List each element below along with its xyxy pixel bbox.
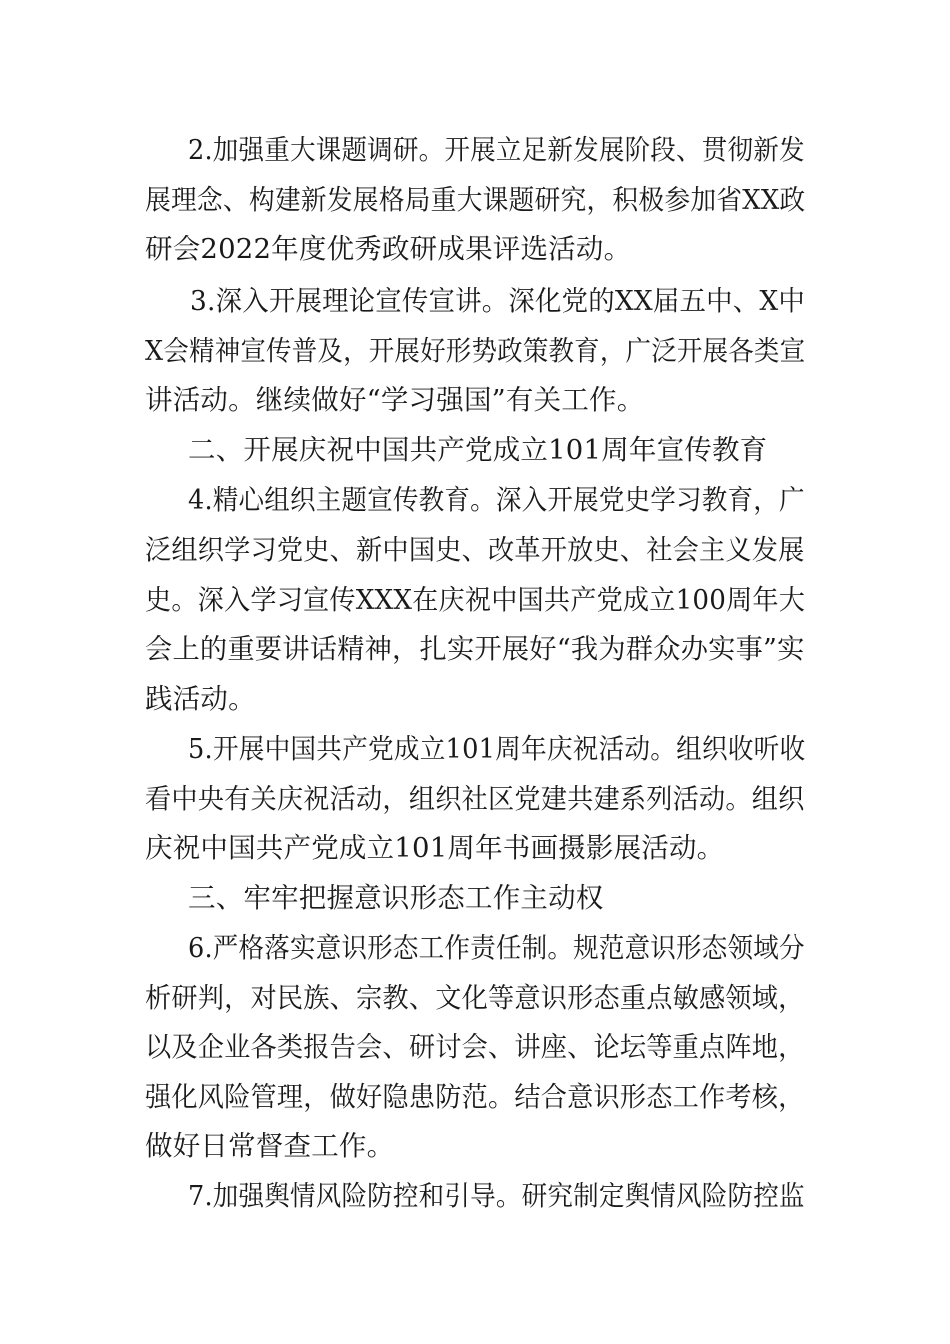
paragraph-6-line-3: 以及企业各类报告会、研讨会、讲座、论坛等重点阵地， — [145, 1031, 805, 1063]
paragraph-4-line-3: 史。深入学习宣传XXX在庆祝中国共产党成立100周年大 — [145, 584, 806, 616]
section-heading-2: 二、开展庆祝中国共产党成立101周年宣传教育 — [188, 434, 768, 466]
paragraph-4-line-1: 4.精心组织主题宣传教育。深入开展党史学习教育，广 — [188, 484, 805, 516]
paragraph-6-line-5: 做好日常督查工作。 — [145, 1130, 395, 1162]
paragraph-6-line-1: 6.严格落实意识形态工作责任制。规范意识形态领域分 — [188, 932, 805, 964]
paragraph-4-line-4: 会上的重要讲话精神，扎实开展好“我为群众办实事”实 — [145, 633, 805, 665]
paragraph-5-line-1: 5.开展中国共产党成立101周年庆祝活动。组织收听收 — [188, 733, 806, 765]
paragraph-2-line-3: 研会2022年度优秀政研成果评选活动。 — [145, 233, 632, 265]
paragraph-3-line-2: X会精神宣传普及，开展好形势政策教育，广泛开展各类宣 — [145, 335, 806, 367]
paragraph-2-line-1: 2.加强重大课题调研。开展立足新发展阶段、贯彻新发 — [188, 134, 805, 166]
paragraph-4-line-5: 践活动。 — [145, 683, 256, 715]
paragraph-5-line-3: 庆祝中国共产党成立101周年书画摄影展活动。 — [145, 832, 725, 864]
section-heading-3: 三、牢牢把握意识形态工作主动权 — [188, 882, 604, 914]
paragraph-6-line-4: 强化风险管理，做好隐患防范。结合意识形态工作考核， — [145, 1081, 805, 1113]
paragraph-3-line-3: 讲活动。继续做好“学习强国”有关工作。 — [145, 384, 645, 416]
paragraph-2-line-2: 展理念、构建新发展格局重大课题研究，积极参加省XX政 — [145, 184, 806, 216]
paragraph-5-line-2: 看中央有关庆祝活动，组织社区党建共建系列活动。组织 — [145, 783, 805, 815]
paragraph-3-line-1: 3.深入开展理论宣传宣讲。深化党的XX届五中、X中 — [190, 285, 805, 317]
paragraph-6-line-2: 析研判，对民族、宗教、文化等意识形态重点敏感领域， — [145, 982, 805, 1014]
paragraph-7-line-1: 7.加强舆情风险防控和引导。研究制定舆情风险防控监 — [188, 1180, 805, 1212]
paragraph-4-line-2: 泛组织学习党史、新中国史、改革开放史、社会主义发展 — [145, 534, 805, 566]
